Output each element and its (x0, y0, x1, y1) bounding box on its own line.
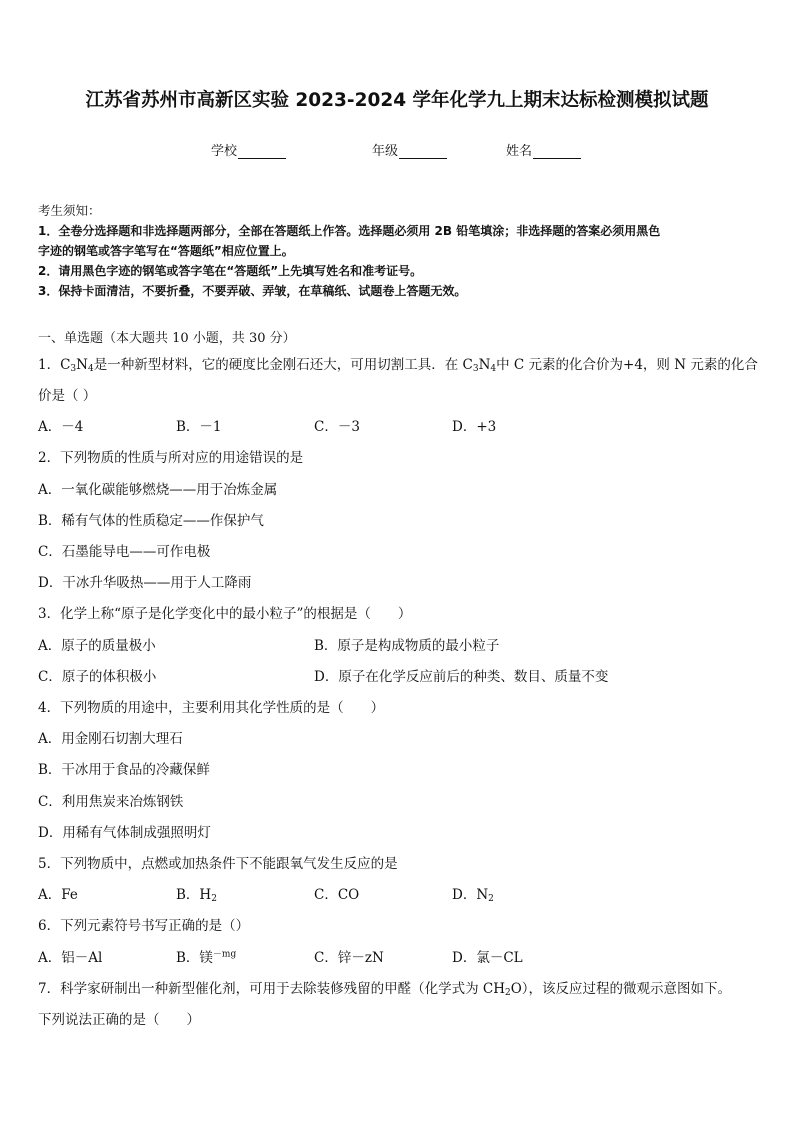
q1-text-3: 是一种新型材料，它的硬度比金刚石还大，可用切割工具．在 C (93, 357, 473, 373)
grade-label: 年级 (372, 144, 399, 159)
question-5-stem: 5．下列物质中，点燃或加热条件下不能跟氧气发生反应的是 (38, 856, 398, 872)
q2-option-a: A．一氧化碳能够燃烧——用于冶炼金属 (38, 482, 278, 498)
q1-sub-3: 3 (472, 364, 479, 374)
section-heading: 一、单选题（本大题共 10 小题，共 30 分） (38, 331, 296, 346)
q5-option-b-text: B．H (176, 887, 212, 903)
notice-item-1b: 字迹的钢笔或答字笔写在“答题纸”相应位置上。 (38, 244, 294, 258)
q5-option-d-sub: 2 (488, 894, 494, 904)
q5-option-c: C．CO (314, 887, 360, 903)
q4-option-d: D．用稀有气体制成强照明灯 (38, 825, 211, 841)
q6-option-a: A．铝－Al (38, 950, 103, 966)
q3-option-c: C．原子的体积极小 (38, 669, 157, 685)
notice-item-2: 2．请用黑色字迹的钢笔或答字笔在“答题纸”上先填写姓名和准考证号。 (38, 264, 423, 278)
question-7-stem-line2: 下列说法正确的是（ ） (38, 1012, 200, 1028)
notice-item-3: 3．保持卡面清洁，不要折叠，不要弄破、弄皱，在草稿纸、试题卷上答题无效。 (38, 284, 467, 298)
q1-option-d: D．+3 (452, 419, 497, 435)
q5-option-b-sub: 2 (211, 894, 217, 904)
q2-option-b: B．稀有气体的性质稳定——作保护气 (38, 513, 264, 529)
q2-option-c: C．石墨能导电——可作电极 (38, 544, 211, 560)
school-blank (238, 144, 286, 159)
q1-option-b: B．－1 (176, 419, 222, 435)
q6-option-b (176, 946, 236, 966)
q3-option-a: A．原子的质量极小 (38, 638, 156, 654)
q5-option-b (176, 883, 217, 903)
q5-option-d-text: D．N (452, 887, 489, 903)
name-blank (533, 144, 581, 159)
exam-notice (38, 201, 758, 301)
q1-sub-1: 3 (70, 364, 77, 374)
q2-option-d: D．干冰升华吸热——用于人工降雨 (38, 575, 252, 591)
question-6-stem: 6．下列元素符号书写正确的是（） (38, 918, 250, 934)
question-7-stem (38, 977, 731, 997)
grade-field (372, 140, 447, 159)
q6-option-c: C．锌－zN (314, 950, 384, 966)
q1-text-1: 1．C (38, 357, 71, 373)
q3-option-d: D．原子在化学反应前后的种类、数目、质量不变 (314, 669, 609, 685)
student-info-row (0, 140, 794, 162)
name-label: 姓名 (506, 144, 533, 159)
q7-text-1: 7．科学家研制出一种新型催化剂，可用于去除装修残留的甲醛（化学式为 CH (38, 981, 505, 997)
q7-text-2: O），该反应过程的微观示意图如下。 (510, 981, 732, 997)
q6-option-d: D．氯－CL (452, 950, 523, 966)
question-1-stem-line2: 价是（ ） (38, 388, 97, 404)
q1-option-a: A．－4 (38, 419, 84, 435)
notice-heading: 考生须知： (38, 203, 101, 218)
question-1-stem (38, 353, 758, 373)
q1-option-c: C．－3 (314, 419, 360, 435)
q1-text-2: N (76, 357, 88, 373)
q5-option-a: A．Fe (38, 887, 78, 903)
q4-option-c: C．利用焦炭来冶炼钢铁 (38, 794, 184, 810)
question-2-stem: 2．下列物质的性质与所对应的用途错误的是 (38, 450, 304, 466)
question-3-stem: 3．化学上称“原子是化学变化中的最小粒子”的根据是（ ） (38, 606, 412, 622)
q1-text-5: 中 C 元素的化合价为+4，则 N 元素的化合 (496, 357, 758, 373)
notice-item-1a: 1．全卷分选择题和非选择题两部分，全部在答题纸上作答。选择题必须用 2B 铅笔填涂；非选择题的答案必须用黑色 (38, 224, 661, 238)
q6-option-b-text: B．镁 (176, 950, 213, 966)
q6-option-b-sup: －mg (212, 949, 237, 960)
question-4-stem: 4．下列物质的用途中，主要利用其化学性质的是（ ） (38, 700, 385, 716)
q1-text-4: N (478, 357, 491, 373)
q5-option-d (452, 883, 494, 903)
name-field (506, 140, 581, 159)
exam-title: 江苏省苏州市高新区实验 2023-2024 学年化学九上期末达标检测模拟试题 (85, 90, 709, 111)
school-label: 学校 (211, 144, 238, 159)
q3-option-b: B．原子是构成物质的最小粒子 (314, 638, 500, 654)
q4-option-a: A．用金刚石切割大理石 (38, 731, 183, 747)
q4-option-b: B．干冰用于食品的冷藏保鲜 (38, 762, 210, 778)
grade-blank (399, 144, 447, 159)
q1-sub-2: 4 (87, 364, 94, 374)
school-field (211, 140, 286, 159)
q1-sub-4: 4 (490, 364, 497, 374)
q7-sub-1: 2 (504, 988, 511, 998)
